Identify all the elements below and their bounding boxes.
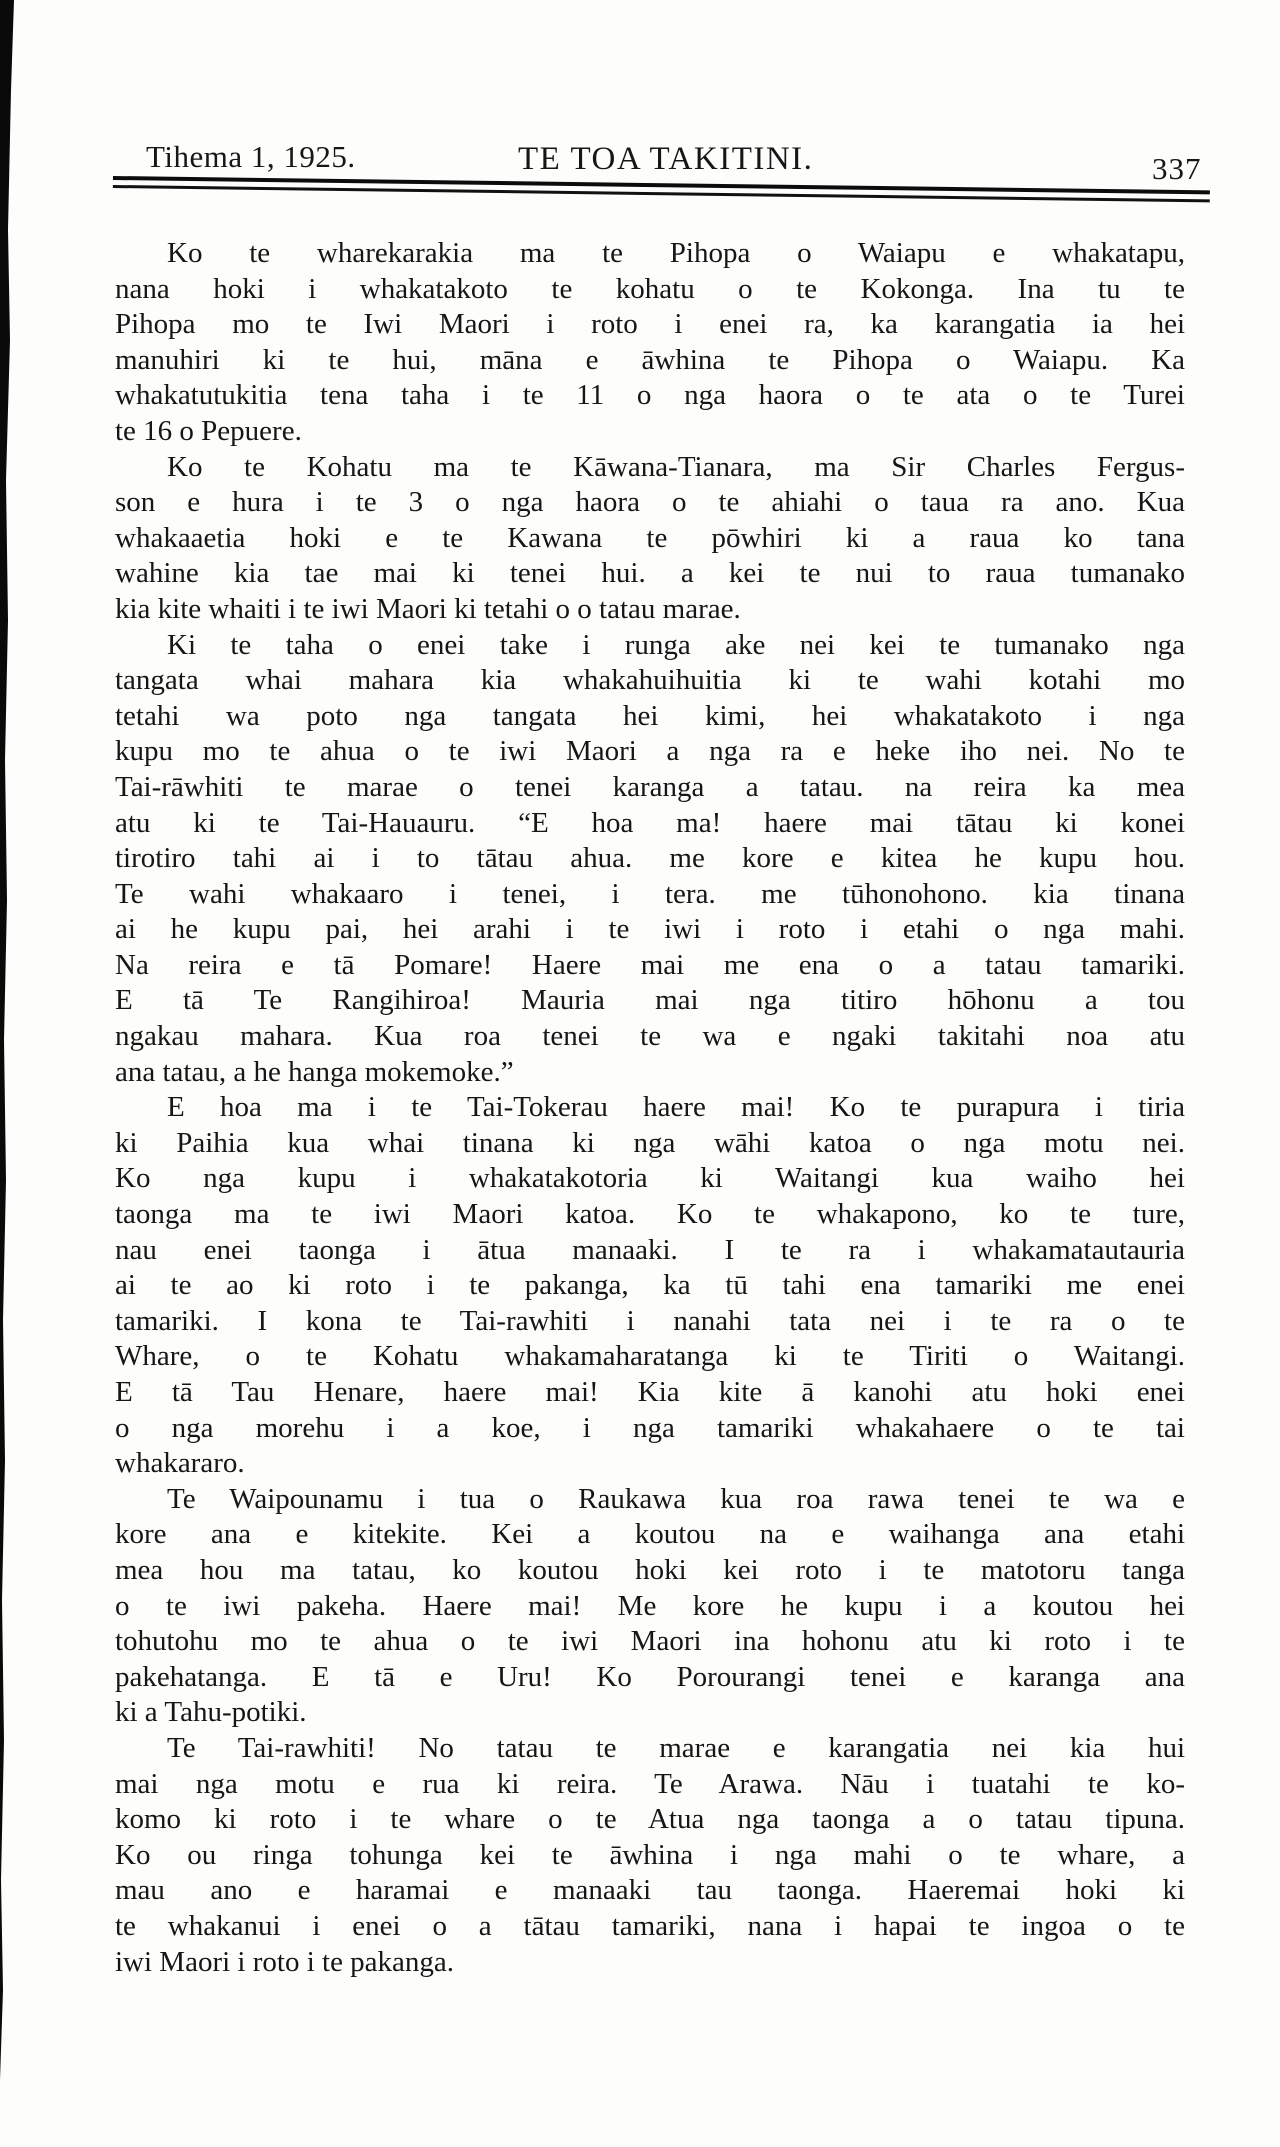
text-line: tirotiro tahi ai i to tātau ahua. me kore e kitea he kupu hou. [115, 842, 1185, 875]
paragraph [115, 450, 1185, 628]
text-line: ngakau mahara. Kua roa tenei te wa e ngaki takitahi noa atu [115, 1020, 1185, 1053]
text-line: kia kite whaiti i te iwi Maori ki tetahi o o tatau marae. [115, 592, 741, 625]
article-body [115, 236, 1185, 1980]
text-line: Tai-rāwhiti te marae o tenei karanga a tatau. na reira ka mea [115, 770, 1185, 803]
paragraph [115, 1482, 1185, 1731]
text-line: ki Paihia kua whai tinana ki nga wāhi katoa o nga motu nei. [115, 1126, 1185, 1159]
text-line: tamariki. I kona te Tai-rawhiti i nanahi tata nei i te ra o te [115, 1304, 1185, 1337]
page-number: 337 [1152, 151, 1202, 186]
text-line: Whare, o te Kohatu whakamaharatanga ki te Tiriti o Waitangi. [115, 1340, 1185, 1373]
text-line: wahine kia tae mai ki tenei hui. a kei te nui to raua tumanako [115, 557, 1185, 590]
text-line: nau enei taonga i ātua manaaki. I te ra i whakamatautauria [115, 1233, 1185, 1266]
text-line: ai he kupu pai, hei arahi i te iwi i roto i etahi o nga mahi. [115, 913, 1185, 946]
text-line: Na reira e tā Pomare! Haere mai me ena o a tatau tamariki. [115, 948, 1185, 981]
text-line: o nga morehu i a koe, i nga tamariki whakahaere o te tai [115, 1411, 1185, 1444]
binding-shadow [0, 0, 20, 2147]
text-line: son e hura i te 3 o nga haora o te ahiahi o taua ra ano. Kua [115, 486, 1185, 519]
text-line: mai nga motu e rua ki reira. Te Arawa. Nāu i tuatahi te ko- [115, 1767, 1185, 1800]
text-line: ana tatau, a he hanga mokemoke.” [115, 1055, 514, 1088]
text-line: manuhiri ki te hui, māna e āwhina te Pihopa o Waiapu. Ka [115, 343, 1185, 376]
text-line: mau ano e haramai e manaaki tau taonga. Haeremai hoki ki [115, 1874, 1185, 1907]
text-line: pakehatanga. E tā e Uru! Ko Porourangi tenei e karanga ana [115, 1660, 1185, 1693]
text-line: atu ki te Tai-Hauauru. “E hoa ma! haere mai tātau ki konei [115, 806, 1185, 839]
text-line: Pihopa mo te Iwi Maori i roto i enei ra, ka karangatia ia hei [115, 308, 1185, 341]
text-line: E tā Tau Henare, haere mai! Kia kite ā kanohi atu hoki enei [115, 1376, 1185, 1408]
text-line: Ko ou ringa tohunga kei te āwhina i nga mahi o te whare, a [115, 1838, 1185, 1871]
text-line: Te Waipounamu i tua o Raukawa kua roa rawa tenei te wa e [167, 1482, 1185, 1515]
text-line: whakatutukitia tena taha i te 11 o nga haora o te ata o te Turei [115, 379, 1185, 412]
text-line: tohutohu mo te ahua o te iwi Maori ina hohonu atu ki roto i te [115, 1625, 1185, 1658]
text-line: iwi Maori i roto i te pakanga. [115, 1945, 455, 1978]
text-line: ai te ao ki roto i te pakanga, ka tū tahi ena tamariki me enei [115, 1269, 1185, 1302]
text-line: Ki te taha o enei take i runga ake nei kei te tumanako nga [167, 628, 1185, 661]
paragraph [115, 1731, 1185, 1980]
text-line: whakaaetia hoki e te Kawana te pōwhiri ki a raua ko tana [115, 521, 1185, 554]
text-line: kore ana e kitekite. Kei a koutou na e waihanga ana etahi [115, 1518, 1185, 1551]
text-line: tangata whai mahara kia whakahuihuitia ki te wahi kotahi mo [115, 664, 1185, 697]
text-line: nana hoki i whakatakoto te kohatu o te Kokonga. Ina tu te [115, 272, 1185, 305]
text-line: whakararo. [115, 1447, 245, 1480]
text-line: kupu mo te ahua o te iwi Maori a nga ra e heke iho nei. No te [115, 735, 1185, 768]
text-line: E hoa ma i te Tai-Tokerau haere mai! Ko te purapura i tiria [167, 1091, 1185, 1124]
paragraph [115, 236, 1185, 450]
text-line: te 16 o Pepuere. [115, 414, 302, 447]
text-line: Ko nga kupu i whakatakotoria ki Waitangi kua waiho hei [115, 1162, 1185, 1195]
issue-date: Tihema 1, 1925. [146, 139, 356, 174]
text-line: tetahi wa poto nga tangata hei kimi, hei whakatakoto i nga [115, 699, 1185, 732]
text-line: taonga ma te iwi Maori katoa. Ko te whakapono, ko te ture, [115, 1198, 1185, 1231]
text-line: te whakanui i enei o a tātau tamariki, nana i hapai te ingoa o te [115, 1909, 1185, 1942]
text-line: o te iwi pakeha. Haere mai! Me kore he kupu i a koutou hei [115, 1589, 1185, 1622]
paragraph [115, 1090, 1185, 1482]
text-line: Ko te Kohatu ma te Kāwana-Tianara, ma Sir Charles Fergus- [167, 450, 1185, 483]
paragraph [115, 628, 1185, 1091]
text-line: Te wahi whakaaro i tenei, i tera. me tūhonohono. kia tinana [115, 877, 1185, 910]
text-line: E tā Te Rangihiroa! Mauria mai nga titiro hōhonu a tou [115, 984, 1185, 1017]
text-line: mea hou ma tatau, ko koutou hoki kei roto i te matotoru tanga [115, 1553, 1185, 1586]
text-line: ki a Tahu-potiki. [115, 1696, 307, 1729]
header-rule [113, 176, 1210, 202]
text-line: komo ki roto i te whare o te Atua nga taonga a o tatau tipuna. [115, 1803, 1185, 1836]
publication-title: TE TOA TAKITINI. [518, 141, 814, 177]
text-line: Ko te wharekarakia ma te Pihopa o Waiapu e whakatapu, [167, 237, 1185, 269]
text-line: Te Tai-rawhiti! No tatau te marae e karangatia nei kia hui [167, 1731, 1185, 1764]
